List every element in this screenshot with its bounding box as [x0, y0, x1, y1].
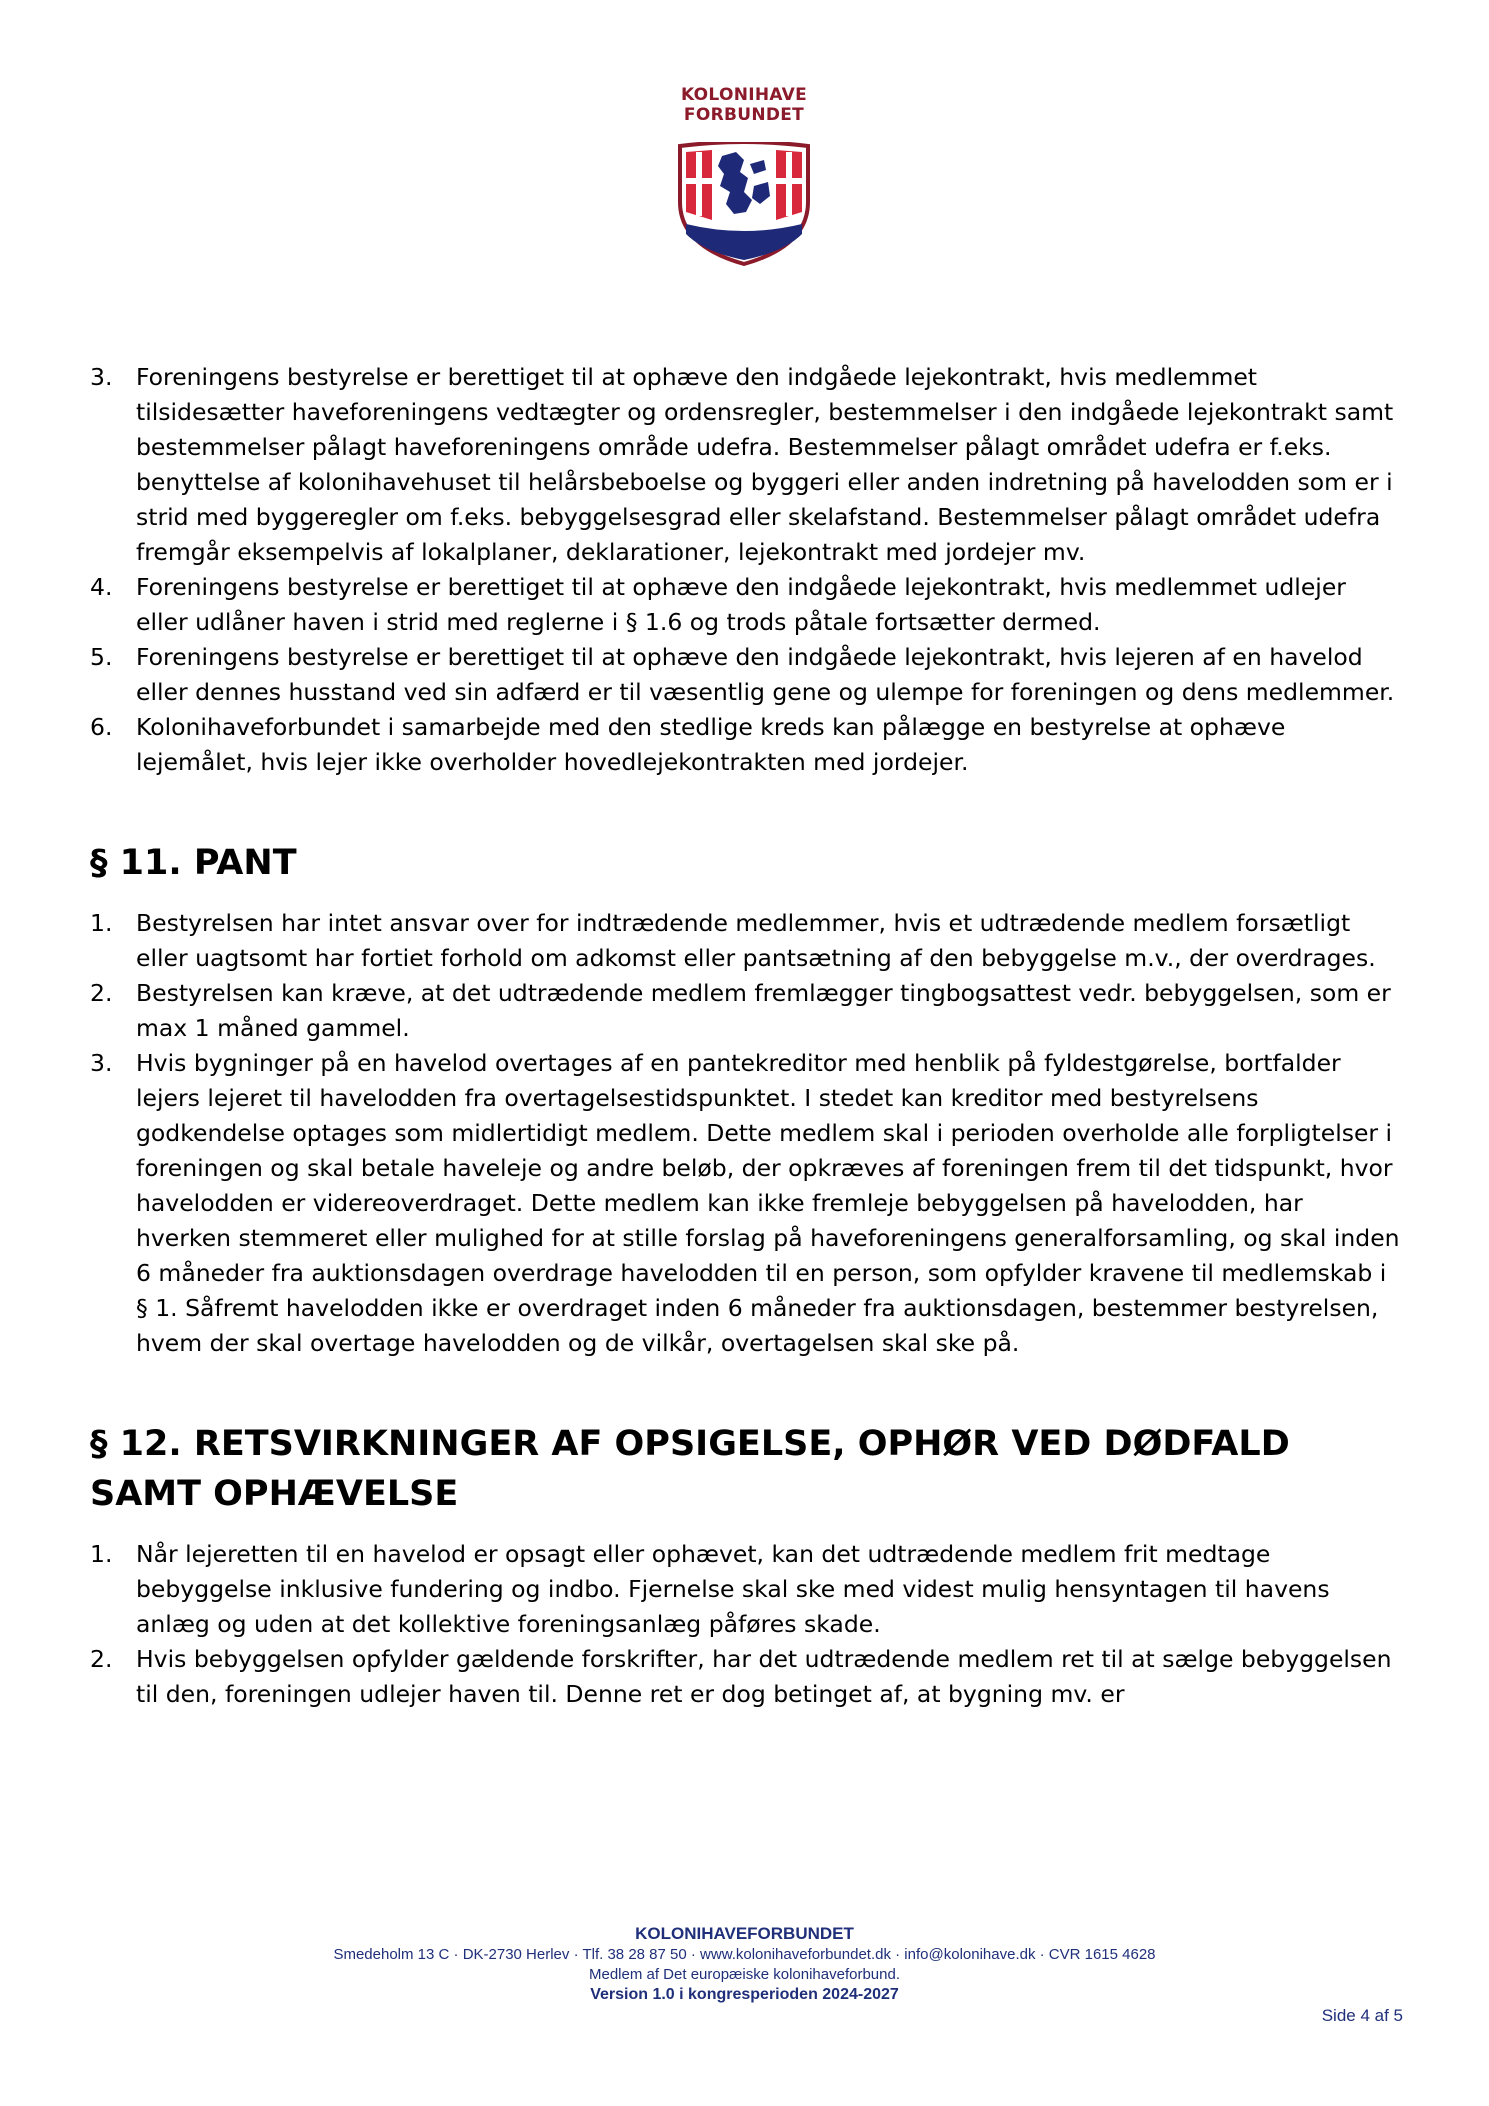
section-heading-retsvirkninger: § 12. RETSVIRKNINGER AF OPSIGELSE, OPHØR VED DØDFALD SAMT OPHÆVELSE [90, 1424, 1290, 1514]
logo-text-line1: KOLONIHAVE [680, 85, 808, 105]
list-item: 2. Hvis bebyggelsen opfylder gældende forskrifter, har det udtrædende medlem ret til at sælge bebyggelsen til den, foreningen udlejer haven til. Denne ret er dog betinget af, at bygning mv. er [90, 1645, 1392, 1708]
logo-text-line2: FORBUNDET [683, 105, 805, 125]
logo-shield-icon [674, 142, 814, 266]
section10-continued-list [90, 360, 1400, 780]
list-item: 1. Når lejeretten til en havelod er opsagt eller ophævet, kan det udtrædende medlem frit medtage bebyggelse inklusive fundering og indbo. Fjernelse skal ske med videst mulig hensyntagen til havens anlæg og uden at det kollektive foreningsanlæg påføres skade. [90, 1540, 1330, 1638]
section-heading-pant: § 11. PANT [90, 843, 297, 883]
footer-membership: Medlem af Det europæiske kolonihaveforbund. [588, 1966, 900, 1983]
document-body [90, 360, 1400, 1712]
list-item: 2. Bestyrelsen kan kræve, at det udtrædende medlem fremlægger tingbogsattest vedr. bebyggelsen, som er max 1 måned gammel. [90, 979, 1391, 1042]
list-item: 6. Kolonihaveforbundet i samarbejde med den stedlige kreds kan pålægge en bestyrelse at ophæve lejemålet, hvis lejer ikke overholder hovedlejekontrakten med jordejer. [90, 713, 1286, 776]
kolonihaveforbundet-logo [674, 86, 814, 266]
footer-contact: Smedeholm 13 C · DK-2730 Herlev · Tlf. 38 28 87 50 · www.kolonihaveforbundet.dk · info@kolonihave.dk · CVR 1615 4628 [333, 1946, 1156, 1963]
list-item: 3. Hvis bygninger på en havelod overtages af en pantekreditor med henblik på fyldestgørelse, bortfalder lejers lejeret til havelodden fra overtagelsestidspunktet. I stedet kan kreditor med bestyrelsens godkendelse optages som midlertidigt medlem. Dette medlem skal i perioden overholde alle forpligtelser i foreningen og skal betale haveleje og andre beløb, der opkræves af foreningen frem til det tidspunkt, hvor havelodden er videreoverdraget. Dette medlem kan ikke fremleje bebyggelsen på havelodden, har hverken stemmeret eller mulighed for at stille forslag på haveforeningens generalforsamling, og skal inden 6 måneder fra auktionsdagen overdrage havelodden til en person, som opfylder kravene til medlemskab i § 1. Såfremt havelodden ikke er overdraget inden 6 måneder fra auktionsdagen, bestemmer bestyrelsen, hvem der skal overtage havelodden og de vilkår, overtagelsen skal ske på. [90, 1049, 1400, 1357]
page-number: Side 4 af 5 [1321, 2006, 1403, 2025]
section12-list [90, 1537, 1400, 1712]
section11-list [90, 906, 1400, 1361]
footer-org-name: KOLONIHAVEFORBUNDET [635, 1924, 854, 1943]
list-item: 5. Foreningens bestyrelse er berettiget til at ophæve den indgåede lejekontrakt, hvis lejeren af en havelod eller dennes husstand ved sin adfærd er til væsentlig gene og ulempe for foreningen og dens medlemmer. [90, 643, 1395, 706]
footer-version: Version 1.0 i kongresperioden 2024-2027 [590, 1986, 899, 2003]
list-item: 1. Bestyrelsen har intet ansvar over for indtrædende medlemmer, hvis et udtrædende medlem forsætligt eller uagtsomt har fortiet forhold om adkomst eller pantsætning af den bebyggelse m.v., der overdrages. [90, 909, 1376, 972]
list-item: 4. Foreningens bestyrelse er berettiget til at ophæve den indgåede lejekontrakt, hvis medlemmet udlejer eller udlåner haven i strid med reglerne i § 1.6 og trods påtale fortsætter dermed. [90, 573, 1346, 636]
list-item: 3. Foreningens bestyrelse er berettiget til at ophæve den indgåede lejekontrakt, hvis medlemmet tilsidesætter haveforeningens vedtægter og ordensregler, bestemmelser i den indgåede lejekontrakt samt bestemmelser pålagt haveforeningens område udefra. Bestemmelser pålagt området udefra er f.eks. benyttelse af kolonihavehuset til helårsbeboelse og byggeri eller anden indretning på havelodden som er i strid med byggeregler om f.eks. bebyggelsesgrad eller skelafstand. Bestemmelser pålagt området udefra fremgår eksempelvis af lokalplaner, deklarationer, lejekontrakt med jordejer mv. [90, 363, 1394, 566]
